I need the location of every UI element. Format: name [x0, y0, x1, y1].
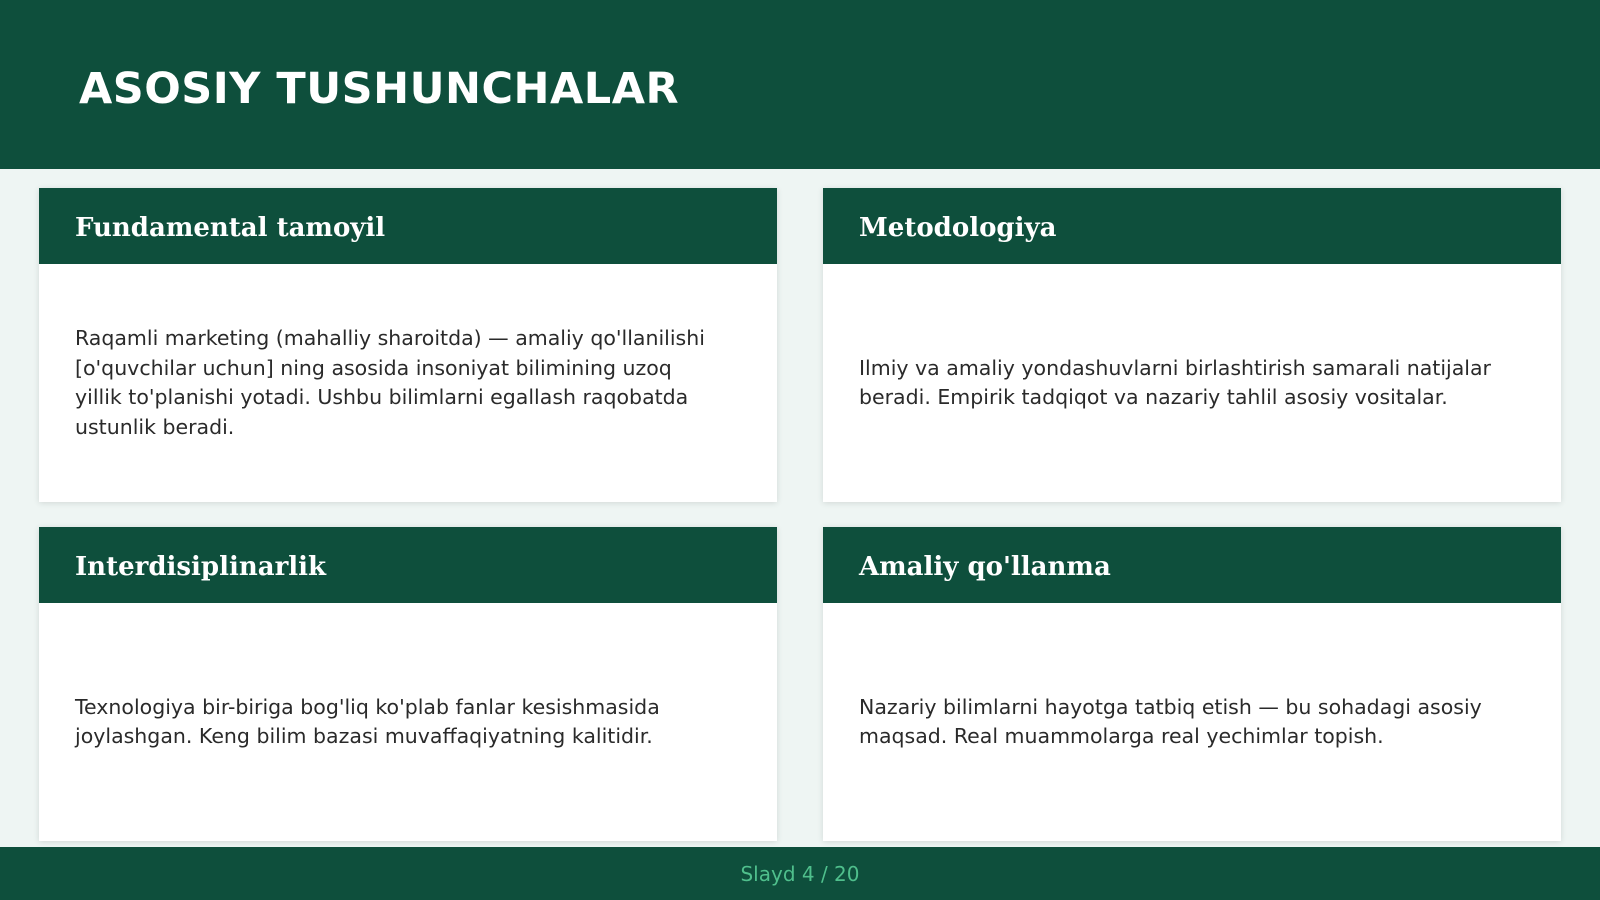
- concept-card-interdisciplinary: [39, 527, 777, 841]
- card-text: Ilmiy va amaliy yondashuvlarni birlashtirish samarali natijalar beradi. Empirik tadqiqot va nazariy tahlil asosiy vositalar.: [859, 355, 1491, 409]
- card-header: [39, 188, 777, 264]
- card-text: Texnologiya bir-biriga bog'liq ko'plab fanlar kesishmasida joylashgan. Keng bilim bazasi muvaffaqiyatning kalitidir.: [75, 694, 660, 748]
- card-text: Raqamli marketing (mahalliy sharoitda) — amaliy qo'llanilishi [o'quvchilar uchun] ning asosida insoniyat bilimining uzoq yillik to'planishi yotadi. Ushbu bilimlarni egallash raqobatda ustunlik beradi.: [75, 326, 705, 439]
- card-header: [823, 188, 1561, 264]
- card-header: [823, 527, 1561, 603]
- slide-title: ASOSIY TUSHUNCHALAR: [79, 64, 680, 114]
- card-body: [823, 603, 1561, 841]
- card-title: Interdisiplinarlik: [75, 552, 327, 582]
- card-title: Amaliy qo'llanma: [859, 552, 1111, 582]
- card-header: [39, 527, 777, 603]
- concept-card-practical: [823, 527, 1561, 841]
- concept-card-methodology: [823, 188, 1561, 502]
- card-title: Fundamental tamoyil: [75, 213, 386, 243]
- slide-counter: Slayd 4 / 20: [740, 861, 860, 886]
- card-text: Nazariy bilimlarni hayotga tatbiq etish — bu sohadagi asosiy maqsad. Real muammolarga real yechimlar topish.: [859, 694, 1482, 748]
- card-body: [823, 264, 1561, 502]
- slide-footer: [0, 847, 1600, 900]
- slide-header: [0, 0, 1600, 169]
- card-body: [39, 264, 777, 502]
- card-title: Metodologiya: [859, 213, 1057, 243]
- card-body: [39, 603, 777, 841]
- concept-card-fundamental: [39, 188, 777, 502]
